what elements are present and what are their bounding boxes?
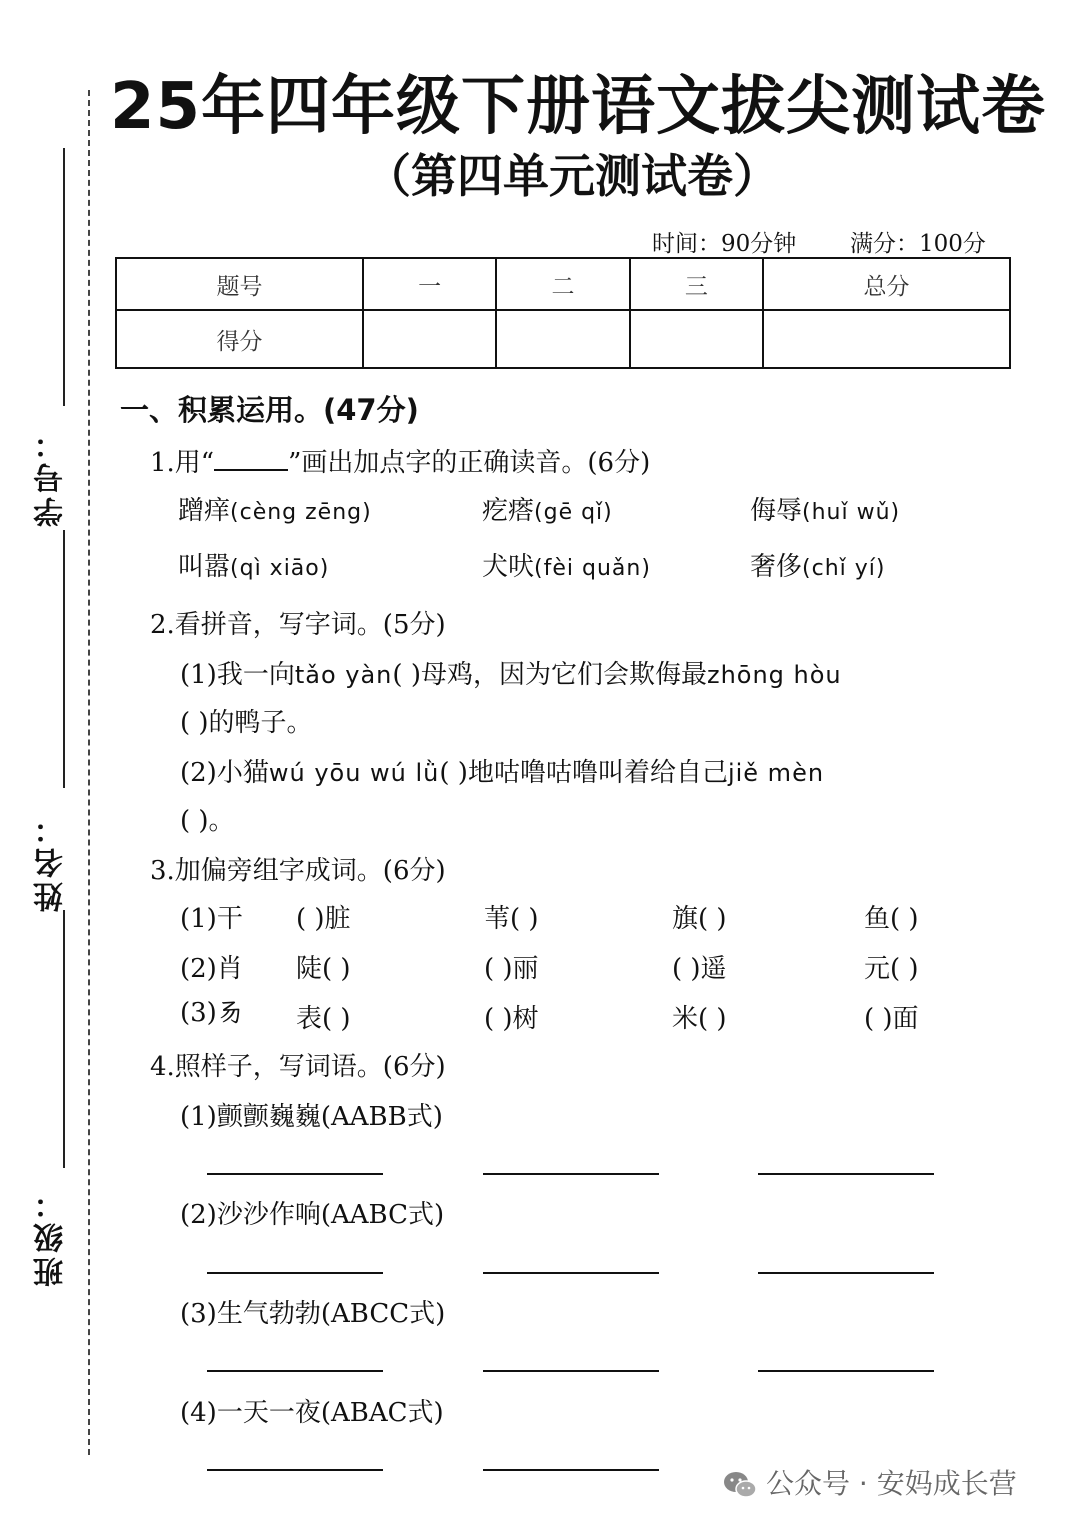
q4-answer-line[interactable] — [483, 1469, 659, 1471]
score-table-header-cell: 总分 — [763, 258, 1010, 310]
q2-answer-blank[interactable]: ( )母鸡，因为它们会欺侮最 — [392, 660, 707, 690]
q1-item — [750, 546, 885, 583]
watermark — [722, 1462, 1017, 1502]
q2-line-4[interactable]: ( )。 — [180, 806, 235, 836]
q1-prompt-part-a: 1.用“ — [150, 448, 215, 478]
page-title: 25年四年级下册语文拔尖测试卷 — [110, 70, 1047, 144]
q1-underline-sample — [214, 451, 288, 471]
q2-pinyin: zhōng hòu — [706, 661, 842, 689]
q3-blank[interactable]: ( )遥 — [672, 954, 727, 984]
name-line — [63, 530, 65, 788]
section-1-heading: 一、积累运用。(47分) — [120, 393, 419, 427]
q4-answer-line[interactable] — [483, 1272, 659, 1274]
q4-answer-line[interactable] — [207, 1370, 383, 1372]
exam-full-score: 满分：100分 — [850, 231, 986, 257]
q1-pinyin-options[interactable]: (chǐ yí) — [802, 556, 886, 581]
q4-answer-line[interactable] — [483, 1370, 659, 1372]
student-id-label: 学号： — [34, 425, 69, 527]
q3-blank[interactable]: ( )脏 — [296, 904, 351, 934]
binding-dashed-line — [88, 90, 90, 1455]
q3-blank[interactable]: 元( ) — [864, 954, 919, 984]
q4-example: (3)生气勃勃(ABCC式) — [180, 1299, 446, 1329]
q1-pinyin-options[interactable]: (huǐ wǔ) — [802, 500, 901, 525]
q3-radical: (3)𠃓 — [180, 998, 243, 1028]
q2-text: (2)小猫 — [180, 758, 269, 788]
q1-prompt — [150, 442, 650, 479]
q3-blank[interactable]: 苇( ) — [484, 904, 539, 934]
q4-answer-line[interactable] — [758, 1173, 934, 1175]
q1-word: 疙瘩 — [482, 496, 535, 526]
q3-blank[interactable]: ( )树 — [484, 1004, 539, 1034]
score-table-header-cell: 一 — [363, 258, 496, 310]
q4-answer-line[interactable] — [207, 1469, 383, 1471]
q1-word: 蹭痒 — [178, 496, 231, 526]
q3-blank[interactable]: 表( ) — [296, 1004, 351, 1034]
q1-item — [178, 546, 329, 583]
q1-item — [178, 490, 372, 527]
score-table-label-cell: 得分 — [116, 310, 363, 368]
q2-answer-blank[interactable]: ( )地咕噜咕噜叫着给自己 — [439, 758, 728, 788]
q4-example: (2)沙沙作响(AABC式) — [180, 1200, 445, 1230]
q1-word: 犬吠 — [482, 552, 535, 582]
q1-word: 奢侈 — [750, 552, 803, 582]
q4-answer-line[interactable] — [758, 1272, 934, 1274]
score-cell-total[interactable] — [763, 310, 1010, 368]
class-line — [63, 910, 65, 1168]
q2-text: (1)我一向 — [180, 660, 295, 690]
q1-prompt-part-b: ”画出加点字的正确读音。(6分) — [288, 448, 651, 478]
q1-word: 侮辱 — [750, 496, 803, 526]
q4-example: (4)一天一夜(ABAC式) — [180, 1398, 444, 1428]
q3-radical: (2)肖 — [180, 954, 243, 984]
q4-answer-line[interactable] — [207, 1173, 383, 1175]
q1-item — [482, 546, 651, 583]
q2-prompt: 2.看拼音，写字词。(5分) — [150, 610, 446, 640]
exam-time: 时间：90分钟 — [652, 231, 797, 257]
score-table — [115, 257, 1011, 369]
q4-answer-line[interactable] — [207, 1272, 383, 1274]
q1-pinyin-options[interactable]: (qì xiāo) — [230, 556, 330, 581]
score-cell-1[interactable] — [363, 310, 496, 368]
q1-pinyin-options[interactable]: (cèng zēng) — [230, 500, 372, 525]
q2-pinyin: jiě mèn — [727, 759, 825, 787]
q2-line-3 — [180, 752, 824, 789]
wechat-icon — [722, 1470, 758, 1500]
q3-blank[interactable]: 鱼( ) — [864, 904, 919, 934]
q2-line-1 — [180, 654, 842, 691]
q3-blank[interactable]: 陡( ) — [296, 954, 351, 984]
q1-pinyin-options[interactable]: (gē qǐ) — [534, 500, 613, 525]
q3-blank[interactable]: ( )面 — [864, 1004, 919, 1034]
q2-pinyin: tǎo yàn — [294, 661, 393, 689]
q4-prompt: 4.照样子，写词语。(6分) — [150, 1052, 446, 1082]
q3-radical: (1)干 — [180, 904, 243, 934]
watermark-text: 公众号 · 安妈成长营 — [766, 1467, 1017, 1500]
score-table-header-cell: 二 — [496, 258, 629, 310]
q3-prompt: 3.加偏旁组字成词。(6分) — [150, 856, 446, 886]
q1-item — [750, 490, 900, 527]
q1-word: 叫嚣 — [178, 552, 231, 582]
q4-example: (1)颤颤巍巍(AABB式) — [180, 1102, 443, 1132]
q3-blank[interactable]: ( )丽 — [484, 954, 539, 984]
q3-blank[interactable]: 米( ) — [672, 1004, 727, 1034]
q1-item — [482, 490, 613, 527]
q3-blank[interactable]: 旗( ) — [672, 904, 727, 934]
page-subtitle: （第四单元测试卷） — [365, 149, 779, 203]
q4-answer-line[interactable] — [758, 1370, 934, 1372]
score-cell-3[interactable] — [630, 310, 763, 368]
score-table-header-cell: 题号 — [116, 258, 363, 310]
q2-pinyin: wú yōu wú lǜ — [268, 759, 440, 787]
student-id-line-top — [63, 148, 65, 406]
class-label: 班级： — [34, 1185, 69, 1287]
q4-answer-line[interactable] — [483, 1173, 659, 1175]
score-cell-2[interactable] — [496, 310, 629, 368]
q2-line-2[interactable]: ( )的鸭子。 — [180, 708, 313, 738]
q1-pinyin-options[interactable]: (fèi quǎn) — [534, 556, 651, 581]
name-label: 姓名： — [34, 810, 69, 912]
score-table-header-cell: 三 — [630, 258, 763, 310]
